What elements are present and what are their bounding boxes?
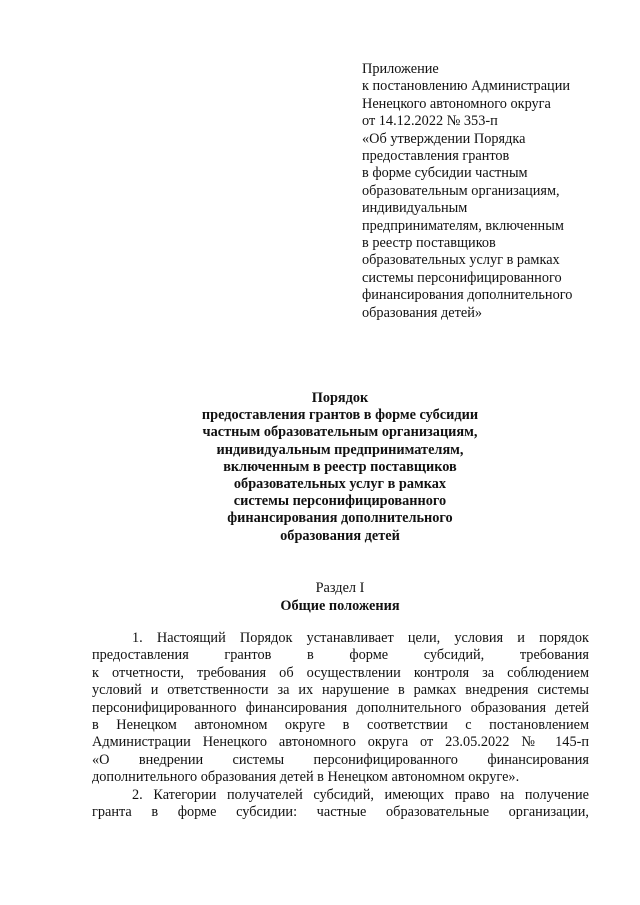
title-line: системы персонифицированного [233,493,447,510]
appendix-line: в реестр поставщиков [362,235,496,252]
text-line: условий и ответственности за их нарушение в рамках внедрения системы [92,682,589,699]
appendix-line: в форме субсидии частным [362,165,528,182]
title-line: предоставления грантов в форме субсидии [201,407,479,424]
title-line: образования детей [280,527,400,544]
text-line: гранта в форме субсидии: частные образовательные организации, [92,804,589,821]
appendix-line: Ненецкого автономного округа [362,95,551,112]
title-line: частным образовательным организациям, [202,424,478,441]
appendix-line: предоставления грантов [362,148,510,165]
appendix-line: к постановлению Администрации [362,78,571,95]
title-line: Порядок [311,390,369,406]
text-line: «О внедрении системы персонифицированного финансирования [92,751,589,768]
appendix-line: финансирования дополнительного [362,287,573,304]
paragraph-2 [92,787,589,822]
appendix-header [362,61,612,322]
appendix-line: образовательным организациям, [362,182,560,199]
appendix-line: образовательных услуг в рамках [362,252,560,269]
section-heading [120,580,560,615]
text-line: в Ненецком автономном округе в соответствии с постановлением [92,717,589,734]
appendix-line: системы персонифицированного [362,269,562,286]
appendix-line: образования детей» [362,304,483,321]
text-line: к отчетности, требования об осуществлении контроля за соблюдением [92,664,589,681]
text-line: дополнительного образования детей в Ненецком автономном округе». [92,769,520,786]
section-number: Раздел I [315,580,365,596]
text-line: предоставления грантов в форме субсидий, требования [92,647,589,664]
section-title: Общие положения [280,597,400,614]
title-line: включенным в реестр поставщиков [223,458,457,475]
appendix-line: «Об утверждении Порядка [362,130,526,147]
text-line: персонифицированного финансирования дополнительного образования детей [92,699,589,716]
text-line: 2. Категории получателей субсидий, имеющих право на получение [132,786,589,803]
body-text [92,630,589,821]
document-title [120,390,560,545]
paragraph-1 [92,630,589,787]
appendix-line: от 14.12.2022 № 353-п [362,113,498,130]
text-line: Администрации Ненецкого автономного округа от 23.05.2022 № 145-п [92,734,589,751]
title-line: финансирования дополнительного [227,510,453,527]
appendix-line: индивидуальным [362,200,468,217]
appendix-line: предпринимателям, включенным [362,217,564,234]
title-line: индивидуальным предпринимателям, [216,441,464,458]
text-line: 1. Настоящий Порядок устанавливает цели, условия и порядок [132,630,589,646]
title-line: образовательных услуг в рамках [233,476,447,493]
appendix-line: Приложение [362,61,439,77]
